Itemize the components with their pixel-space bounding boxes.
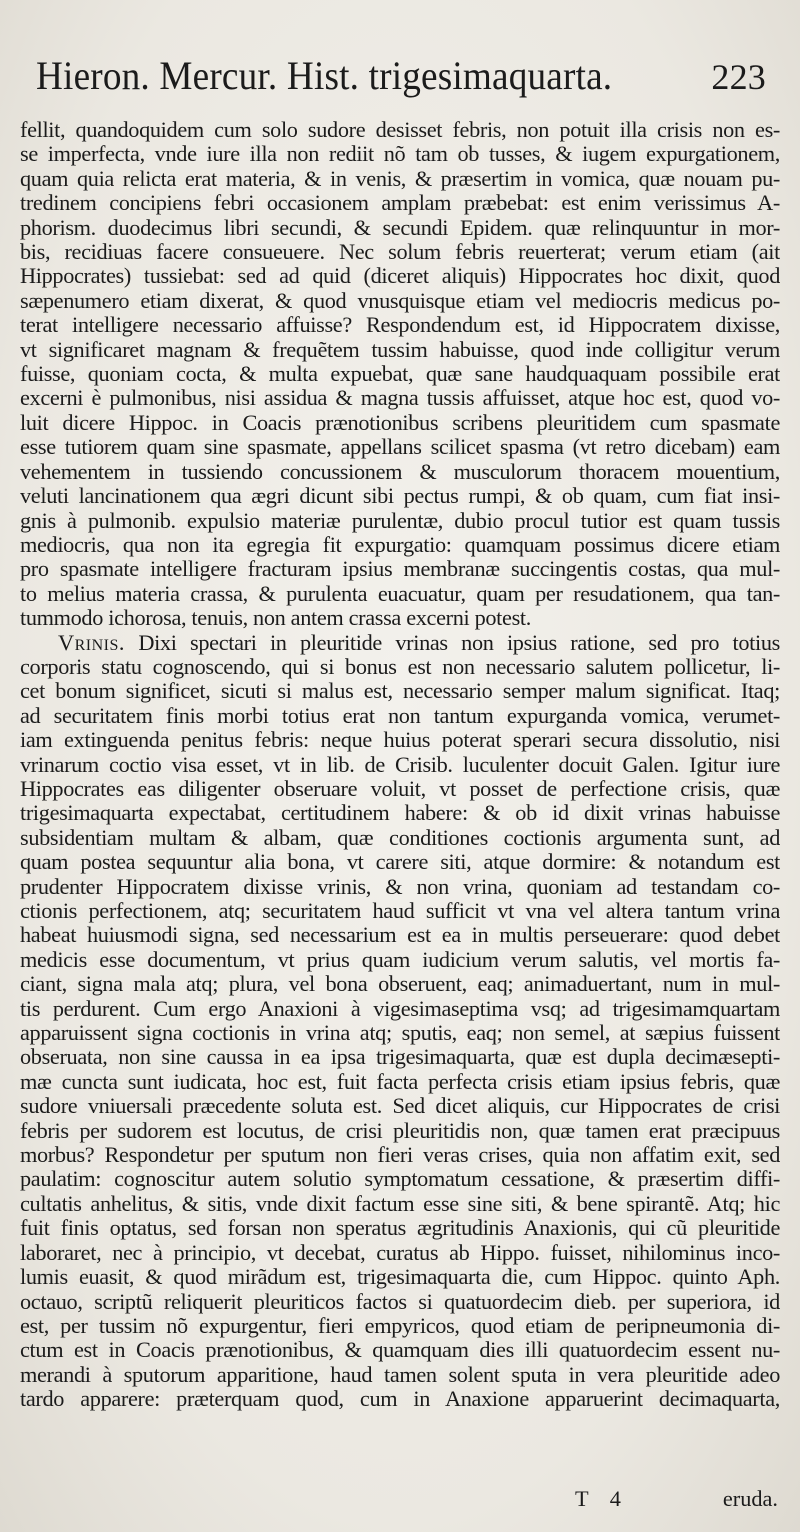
paragraph-start-line (20, 631, 780, 655)
text-line: luit dicere Hippoc. in Coacis prænotionibus scribens pleuritidem cum spasmate (20, 410, 780, 435)
text-line: morbus? Respondetur per sputum non fieri veras crises, quia non affatim exit, sed (20, 1143, 780, 1168)
text-line: gnis à pulmonib. expulsio materiæ purulentæ, dubio procul tutior est quam tussis (20, 508, 780, 533)
text-line: lumis euasit, & quod mirãdum est, trigesimaquarta die, cum Hippoc. quinto Aph. (20, 1265, 780, 1290)
text-line: Hippocrates) tussiebat: sed ad quid (diceret aliquis) Hippocrates hoc dixit, quod (20, 264, 780, 289)
section-label: Vrinis. (58, 630, 125, 655)
page-number: 223 (711, 57, 766, 97)
text-line: tardo apparere: præterquam quod, cum in Anaxione apparuerint decimaquarta, (20, 1387, 780, 1412)
text-line: esse tutiorem quam sine spasmate, appellans scilicet spasma (vt retro dicebam) eam (20, 435, 780, 460)
text-line: cet bonum significet, sicuti si malus est, necessario semper malum significat. Itaq; (20, 679, 780, 704)
text-line-fragment: Dixi spectari in pleuritide vrinas non ipsius ratione, sed pro totius (138, 630, 780, 655)
text-line: medicis esse documentum, vt prius quam iudicium verum salutis, vel mortis fa- (20, 947, 780, 972)
signature-mark: T 4 (575, 1486, 629, 1511)
text-line: iam extinguenda penitus febris: neque huius poterat sperari secura dissolutio, nisi (20, 728, 780, 753)
text-line: se imperfecta, vnde iure illa non rediit nõ tam ob tusses, & iugem expurgationem, (20, 142, 780, 167)
text-line: obseruata, non sine caussa in ea ipsa trigesimaquarta, quæ est dupla decimæsepti- (20, 1045, 780, 1070)
text-line: terat intelligere necessario affuisse? Respondendum est, id Hippocratem dixisse, (20, 313, 780, 338)
text-line: cultatis anhelitus, & sitis, vnde dixit factum esse sine siti, & bene spirantẽ. Atq; hic (20, 1191, 780, 1216)
text-line: mediocris, qua non ita egregia fit expurgatio: quamquam possimus dicere etiam (20, 532, 780, 557)
text-line: sæpenumero etiam dixerat, & quod vnusquisque etiam vel mediocris medicus po- (20, 288, 780, 313)
text-line: Hippocrates eas diligenter obseruare voluit, vt posset de perfectione crisis, quæ (20, 776, 780, 801)
catchword: eruda. (722, 1486, 778, 1511)
text-line: prudenter Hippocratem dixisse vrinis, & non vrina, quoniam ad testandam co- (20, 874, 780, 899)
text-line: corporis statu cognoscendo, qui si bonus est non necessario salutem pollicetur, li- (20, 654, 780, 679)
text-line: octauo, scriptũ reliquerit pleuriticos factos si quatuordecim dieb. per superiora, id (20, 1289, 780, 1314)
text-line: phorism. duodecimus libri secundi, & secundi Epidem. quæ relinquuntur in mor- (20, 215, 780, 240)
text-line: ciant, signa mala atq; plura, vel bona obseruent, eaq; animaduertant, num in mul- (20, 972, 780, 997)
text-line: quam quia relicta erat materia, & in venis, & præsertim in vomica, quæ nouam pu- (20, 166, 780, 191)
text-line: merandi à sputorum apparitione, haud tamen solent sputa in vera pleuritide adeo (20, 1362, 780, 1387)
text-line: laboraret, nec à principio, vt decebat, curatus ab Hippo. fuisset, nihilominus inco- (20, 1240, 780, 1265)
text-line: vehementem in tussiendo concussionem & musculorum thoracem mouentium, (20, 459, 780, 484)
text-line: excerni è pulmonibus, nisi assidua & magna tussis affuisset, atque hoc est, quod vo- (20, 386, 780, 411)
text-line: febris per sudorem est locutus, de crisi pleuritidis non, quæ tamen erat præcipuus (20, 1118, 780, 1143)
text-line: ctum est in Coacis prænotionibus, & quamquam dies illi quatuordecim essent nu- (20, 1338, 780, 1363)
text-line: fuisse, quoniam cocta, & multa expuebat, quæ sane haudquaquam possibile erat (20, 362, 780, 387)
text-body (20, 118, 780, 1412)
text-line: est, per tussim nõ expurgentur, fieri empyricos, quod etiam de peripneumonia di- (20, 1313, 780, 1338)
text-line: habeat huiusmodi signa, sed necessarium est ea in multis perseuerare: quod debet (20, 923, 780, 948)
text-line: apparuissent signa coctionis in vrina atq; sputis, eaq; non semel, at sæpius fuissent (20, 1021, 780, 1046)
text-line: trigesimaquarta expectabat, certitudinem habere: & ob id dixit vrinas habuisse (20, 801, 780, 826)
text-line: pro spasmate intelligere fracturam ipsius membranæ succingentis costas, qua mul- (20, 557, 780, 582)
text-line: tredinem concipiens febri occasionem amplam præbebat: est enim verissimus A- (20, 191, 780, 216)
text-line: vt significaret magnam & frequẽtem tussim habuisse, quod inde colligitur verum (20, 337, 780, 362)
text-line: tis perdurent. Cum ergo Anaxioni à vigesimaseptima vsq; ad trigesimamquartam (20, 996, 780, 1021)
text-line: vrinarum coctio visa esset, vt in lib. de Crisib. luculenter docuit Galen. Igitur iure (20, 752, 780, 777)
text-line: to melius materia crassa, & purulenta euacuatur, quam per resudationem, qua tan- (20, 581, 780, 606)
text-line: ad securitatem finis morbi totius erat non tantum expurganda vomica, verumet- (20, 703, 780, 728)
text-line: sudore vniuersali præcedente soluta est. Sed dicet aliquis, cur Hippocrates de crisi (20, 1094, 780, 1119)
text-line: tummodo ichorosa, tenuis, non antem crassa excerni potest. (20, 606, 531, 631)
text-line: ctionis perfectionem, atq; securitatem haud sufficit vt vna vel altera tantum vrina (20, 899, 780, 923)
running-title: Hieron. Mercur. Hist. trigesimaquarta. (36, 53, 613, 98)
text-line: quam postea sequuntur alia bona, vt carere siti, atque dormire: & notandum est (20, 850, 780, 875)
running-header (36, 52, 766, 99)
text-line: paulatim: cognoscitur autem solutio symptomatum cessatione, & præsertim diffi- (20, 1167, 780, 1192)
text-line: subsidentiam multam & albam, quæ conditiones coctionis argumenta sunt, ad (20, 825, 780, 850)
text-line: veluti lancinationem qua ægri dicunt sibi pectus rumpi, & ob quam, cum fiat insi- (20, 484, 780, 509)
text-line: fellit, quandoquidem cum solo sudore desisset febris, non potuit illa crisis non es- (20, 118, 780, 142)
text-line: mæ cuncta sunt iudicata, hoc est, fuit facta perfecta crisis etiam ipsius febris, quæ (20, 1069, 780, 1094)
text-line: fuit finis optatus, sed forsan non speratus ægritudinis Anaxionis, qui cũ pleuritide (20, 1216, 780, 1241)
text-line: bis, recidiuas facere consueuere. Nec solum febris reuerterat; verum etiam (ait (20, 240, 780, 265)
page-footer (20, 1486, 780, 1516)
